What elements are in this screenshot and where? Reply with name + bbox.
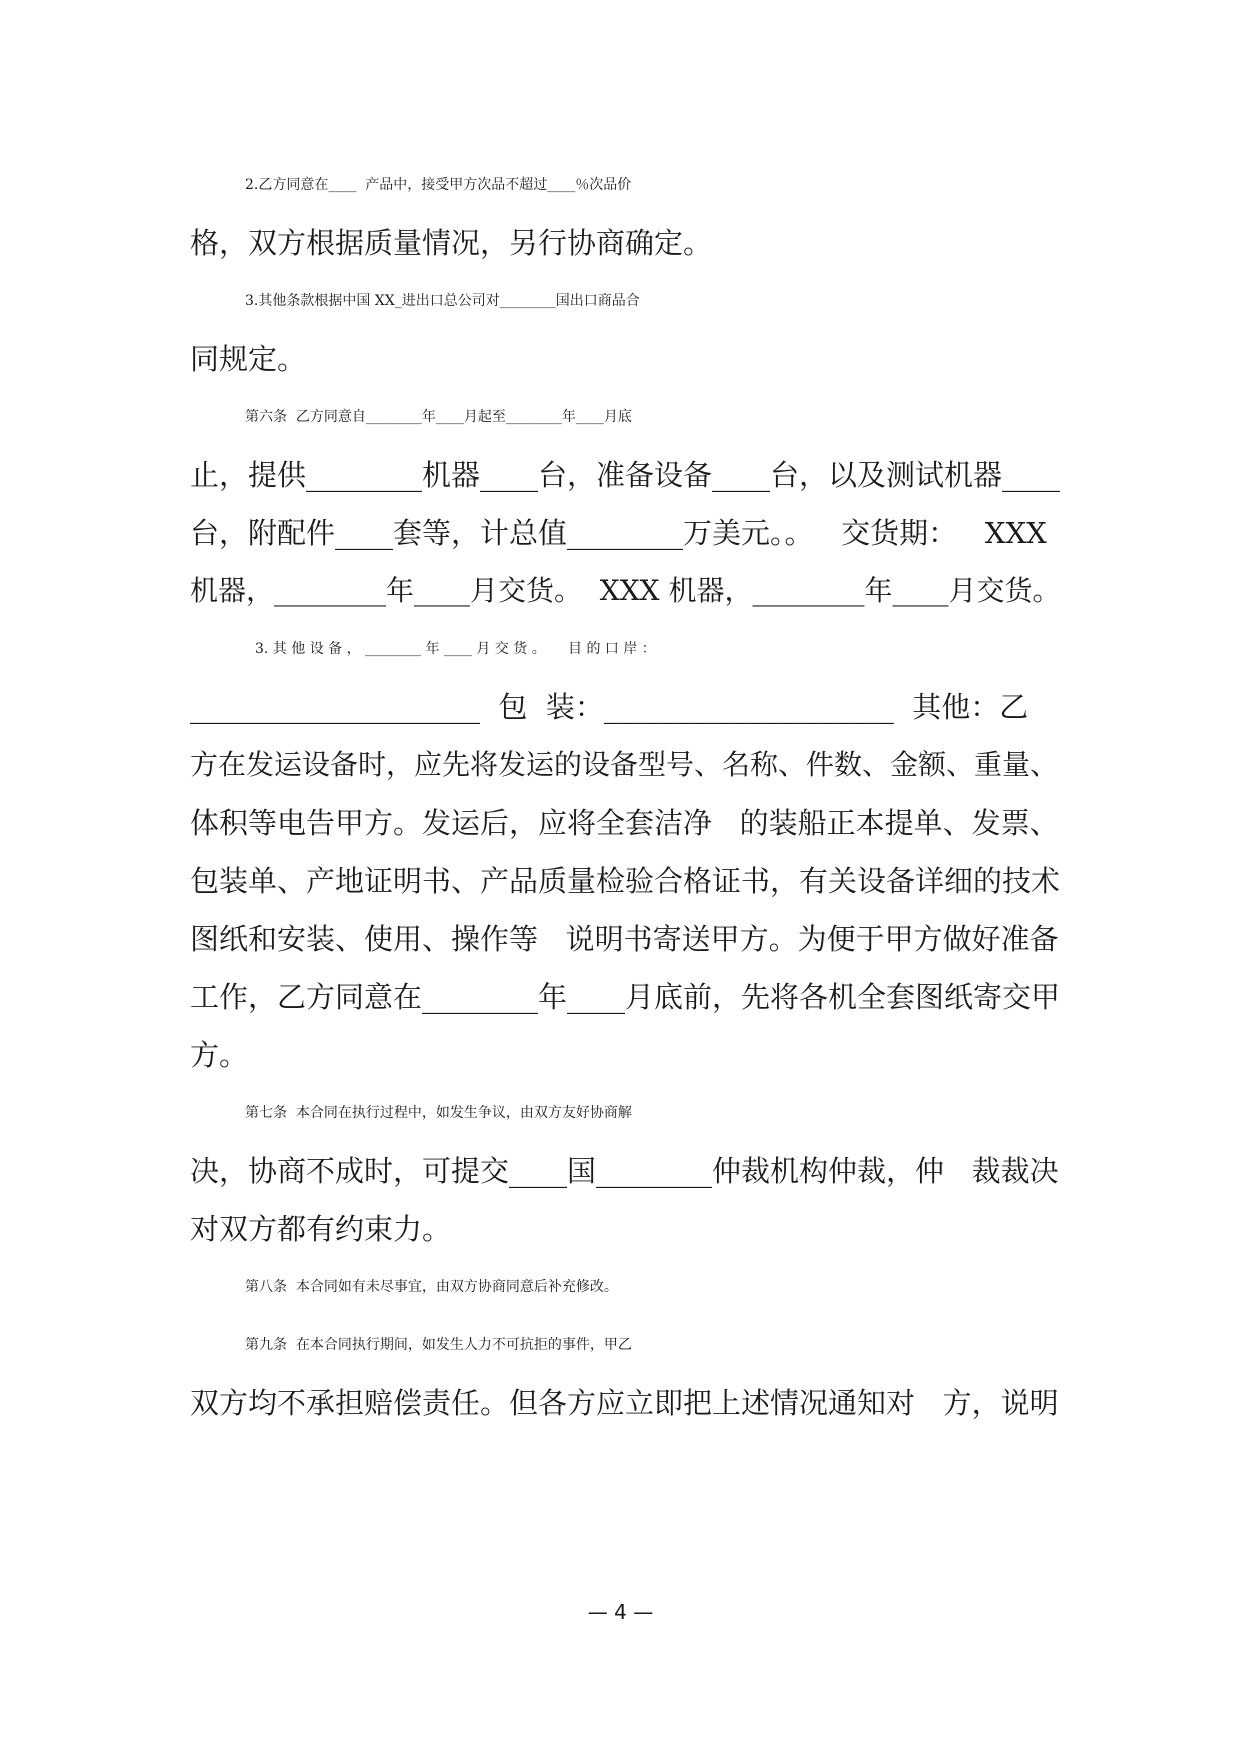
text-line: 方在发运设备时，应先将发运的设备型号、名称、件数、金额、重量、 <box>190 748 1059 781</box>
text-line: 止，提供________机器____台，准备设备____台，以及测试机器____ <box>190 458 1061 492</box>
text-line: 3. 其 他 设 备 ， ________ 年 ____ 月 交 货 。 目 的 口 岸 ： <box>255 641 656 657</box>
text-line: 3.其他条款根据中国 XX_进出口总公司对________国出口商品合 <box>245 293 640 309</box>
text-line: 工作，乙方同意在________年____月底前，先将各机全套图纸寄交甲 <box>190 980 1061 1014</box>
text-line: 第八条 本合同如有未尽事宜，由双方协商同意后补充修改。 <box>245 1279 618 1295</box>
text-line: 同规定。 <box>190 342 307 376</box>
page-number: — 4 — <box>587 1600 654 1624</box>
text-line: 机器，________年____月交货。 XXX 机器，________年____月交货。 <box>190 574 1061 607</box>
text-line: 台，附配件____套等，计总值________万美元。。 交货期： XXX <box>190 516 1047 550</box>
text-line: 2.乙方同意在____ 产品中，接受甲方次品不超过____％次品价 <box>245 177 632 193</box>
text-line: 第六条 乙方同意自________年____月起至________年____月底 <box>245 409 632 425</box>
text-line: 图纸和安装、使用、操作等 说明书寄送甲方。为便于甲方做好准备 <box>190 922 1059 956</box>
text-line: 体积等电告甲方。发运后，应将全套洁净 的装船正本提单、发票、 <box>190 806 1059 840</box>
text-line: 方。 <box>190 1038 249 1072</box>
text-line: 决，协商不成时，可提交____国________仲裁机构仲裁，仲 裁裁决 <box>190 1154 1059 1188</box>
text-line: 对双方都有约束力。 <box>190 1212 452 1246</box>
text-line: 格，双方根据质量情况，另行协商确定。 <box>190 226 713 260</box>
text-line: 双方均不承担赔偿责任。但各方应立即把上述情况通知对 方，说明 <box>190 1386 1059 1420</box>
text-line: 第七条 本合同在执行过程中，如发生争议，由双方友好协商解 <box>245 1105 632 1121</box>
text-line: 包装单、产地证明书、产品质量检验合格证书，有关设备详细的技术 <box>190 864 1061 898</box>
text-line: 第九条 在本合同执行期间，如发生人力不可抗拒的事件，甲乙 <box>245 1337 632 1353</box>
text-line: ____________________ 包 装：____________________ 其他：乙 <box>190 690 1029 724</box>
